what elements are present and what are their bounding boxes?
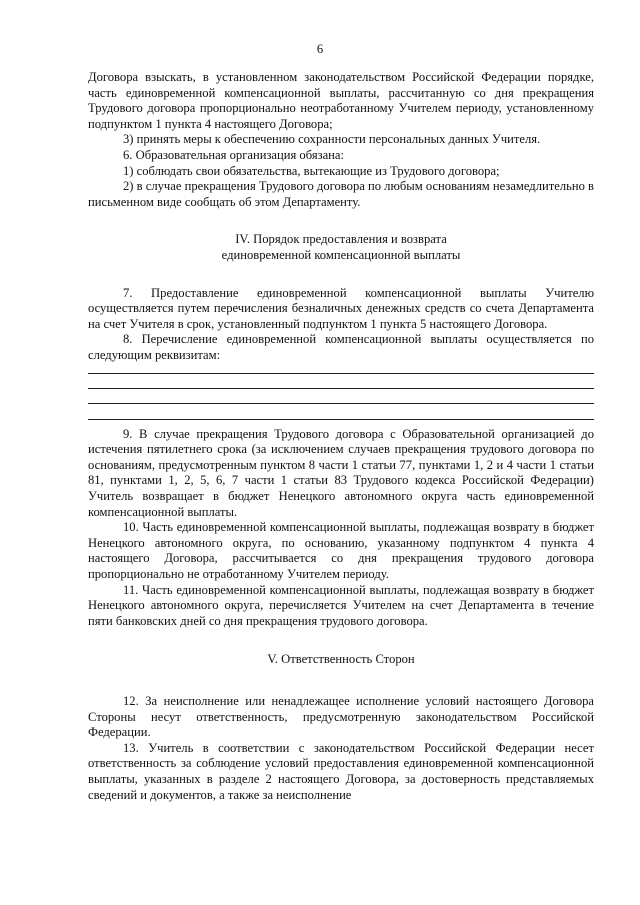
clause-6: 6. Образовательная организация обязана: bbox=[123, 147, 345, 162]
section-4-heading bbox=[88, 232, 594, 263]
clause-9: 9. В случае прекращения Трудового договора с Образовательной организацией до истечения пятилетнего срока (за исключением случаев прекращения трудового договора по основаниям, предусмотренным пунктом 8 части 1 статьи 77, пунктами 1, 2 и 4 части 1 статьи 81, пунктами 1, 2, 5, 6, 7 части 1 статьи 83 Трудового кодекса Российской Федерации) Учитель возвращает в бюджет Ненецкого автономного округа часть единовременной компенсационной выплаты. bbox=[88, 426, 594, 519]
blank-line bbox=[88, 388, 594, 389]
clause-6-1: 1) соблюдать свои обязательства, вытекающие из Трудового договора; bbox=[123, 163, 500, 178]
clause-12: 12. За неисполнение или ненадлежащее исполнение условий настоящего Договора Стороны несут ответственность, предусмотренную законодательством Российской Федерации. bbox=[88, 693, 594, 740]
clause-5-3: 3) принять меры к обеспечению сохранности персональных данных Учителя. bbox=[123, 132, 541, 147]
blank-line bbox=[88, 419, 594, 420]
blank-line bbox=[88, 373, 594, 374]
paragraph-continuation: Договора взыскать, в установленном законодательством Российской Федерации порядке, часть единовременной компенсационной выплаты, рассчитанную со дня прекращения Трудового договора пропорционально неотработанному Учителем периоду, установленному подпунктом 1 пункта 4 настоящего Договора; bbox=[88, 70, 594, 131]
page-number: 6 bbox=[316, 42, 324, 56]
clause-7: 7. Предоставление единовременной компенсационной выплаты Учителю осуществляется путем перечисления безналичных денежных средств со счета Департамента на счет Учителя в срок, установленный подпунктом 1 пункта 5 настоящего Договора. bbox=[88, 285, 594, 331]
section-5-heading: V. Ответственность Сторон bbox=[267, 652, 415, 667]
blank-line bbox=[88, 403, 594, 404]
clause-11: 11. Часть единовременной компенсационной выплаты, подлежащая возврату в бюджет Ненецкого автономного округа, перечисляется Учителем на счет Департамента в течение пяти банковских дней со дня прекращения трудового договора. bbox=[88, 582, 594, 628]
clause-10: 10. Часть единовременной компенсационной выплаты, подлежащая возврату в бюджет Ненецкого автономного округа, по основанию, указанному подпунктом 4 пункта 4 настоящего Договора, рассчитывается со дня прекращения трудового договора пропорционально не отработанному Учителем периоду. bbox=[88, 520, 594, 582]
requisites-blank-lines bbox=[88, 373, 594, 420]
clause-6-2: 2) в случае прекращения Трудового договора по любым основаниям незамедлительно в письменном виде сообщать об этом Департаменту. bbox=[88, 179, 594, 209]
section-4-title-line-2: единовременной компенсационной выплаты bbox=[221, 247, 461, 262]
clause-13: 13. Учитель в соответствии с законодательством Российской Федерации несет ответственность за соблюдение условий предоставления единовременной компенсационной выплаты, указанных в разделе 2 настоящего Договора, за достоверность представляемых сведений и документов, а также за неисполнение bbox=[88, 740, 594, 802]
section-4-title-line-1: IV. Порядок предоставления и возврата bbox=[235, 232, 447, 247]
clause-8: 8. Перечисление единовременной компенсационной выплаты осуществляется по следующим реквизитам: bbox=[88, 332, 594, 362]
document-body bbox=[88, 70, 594, 803]
